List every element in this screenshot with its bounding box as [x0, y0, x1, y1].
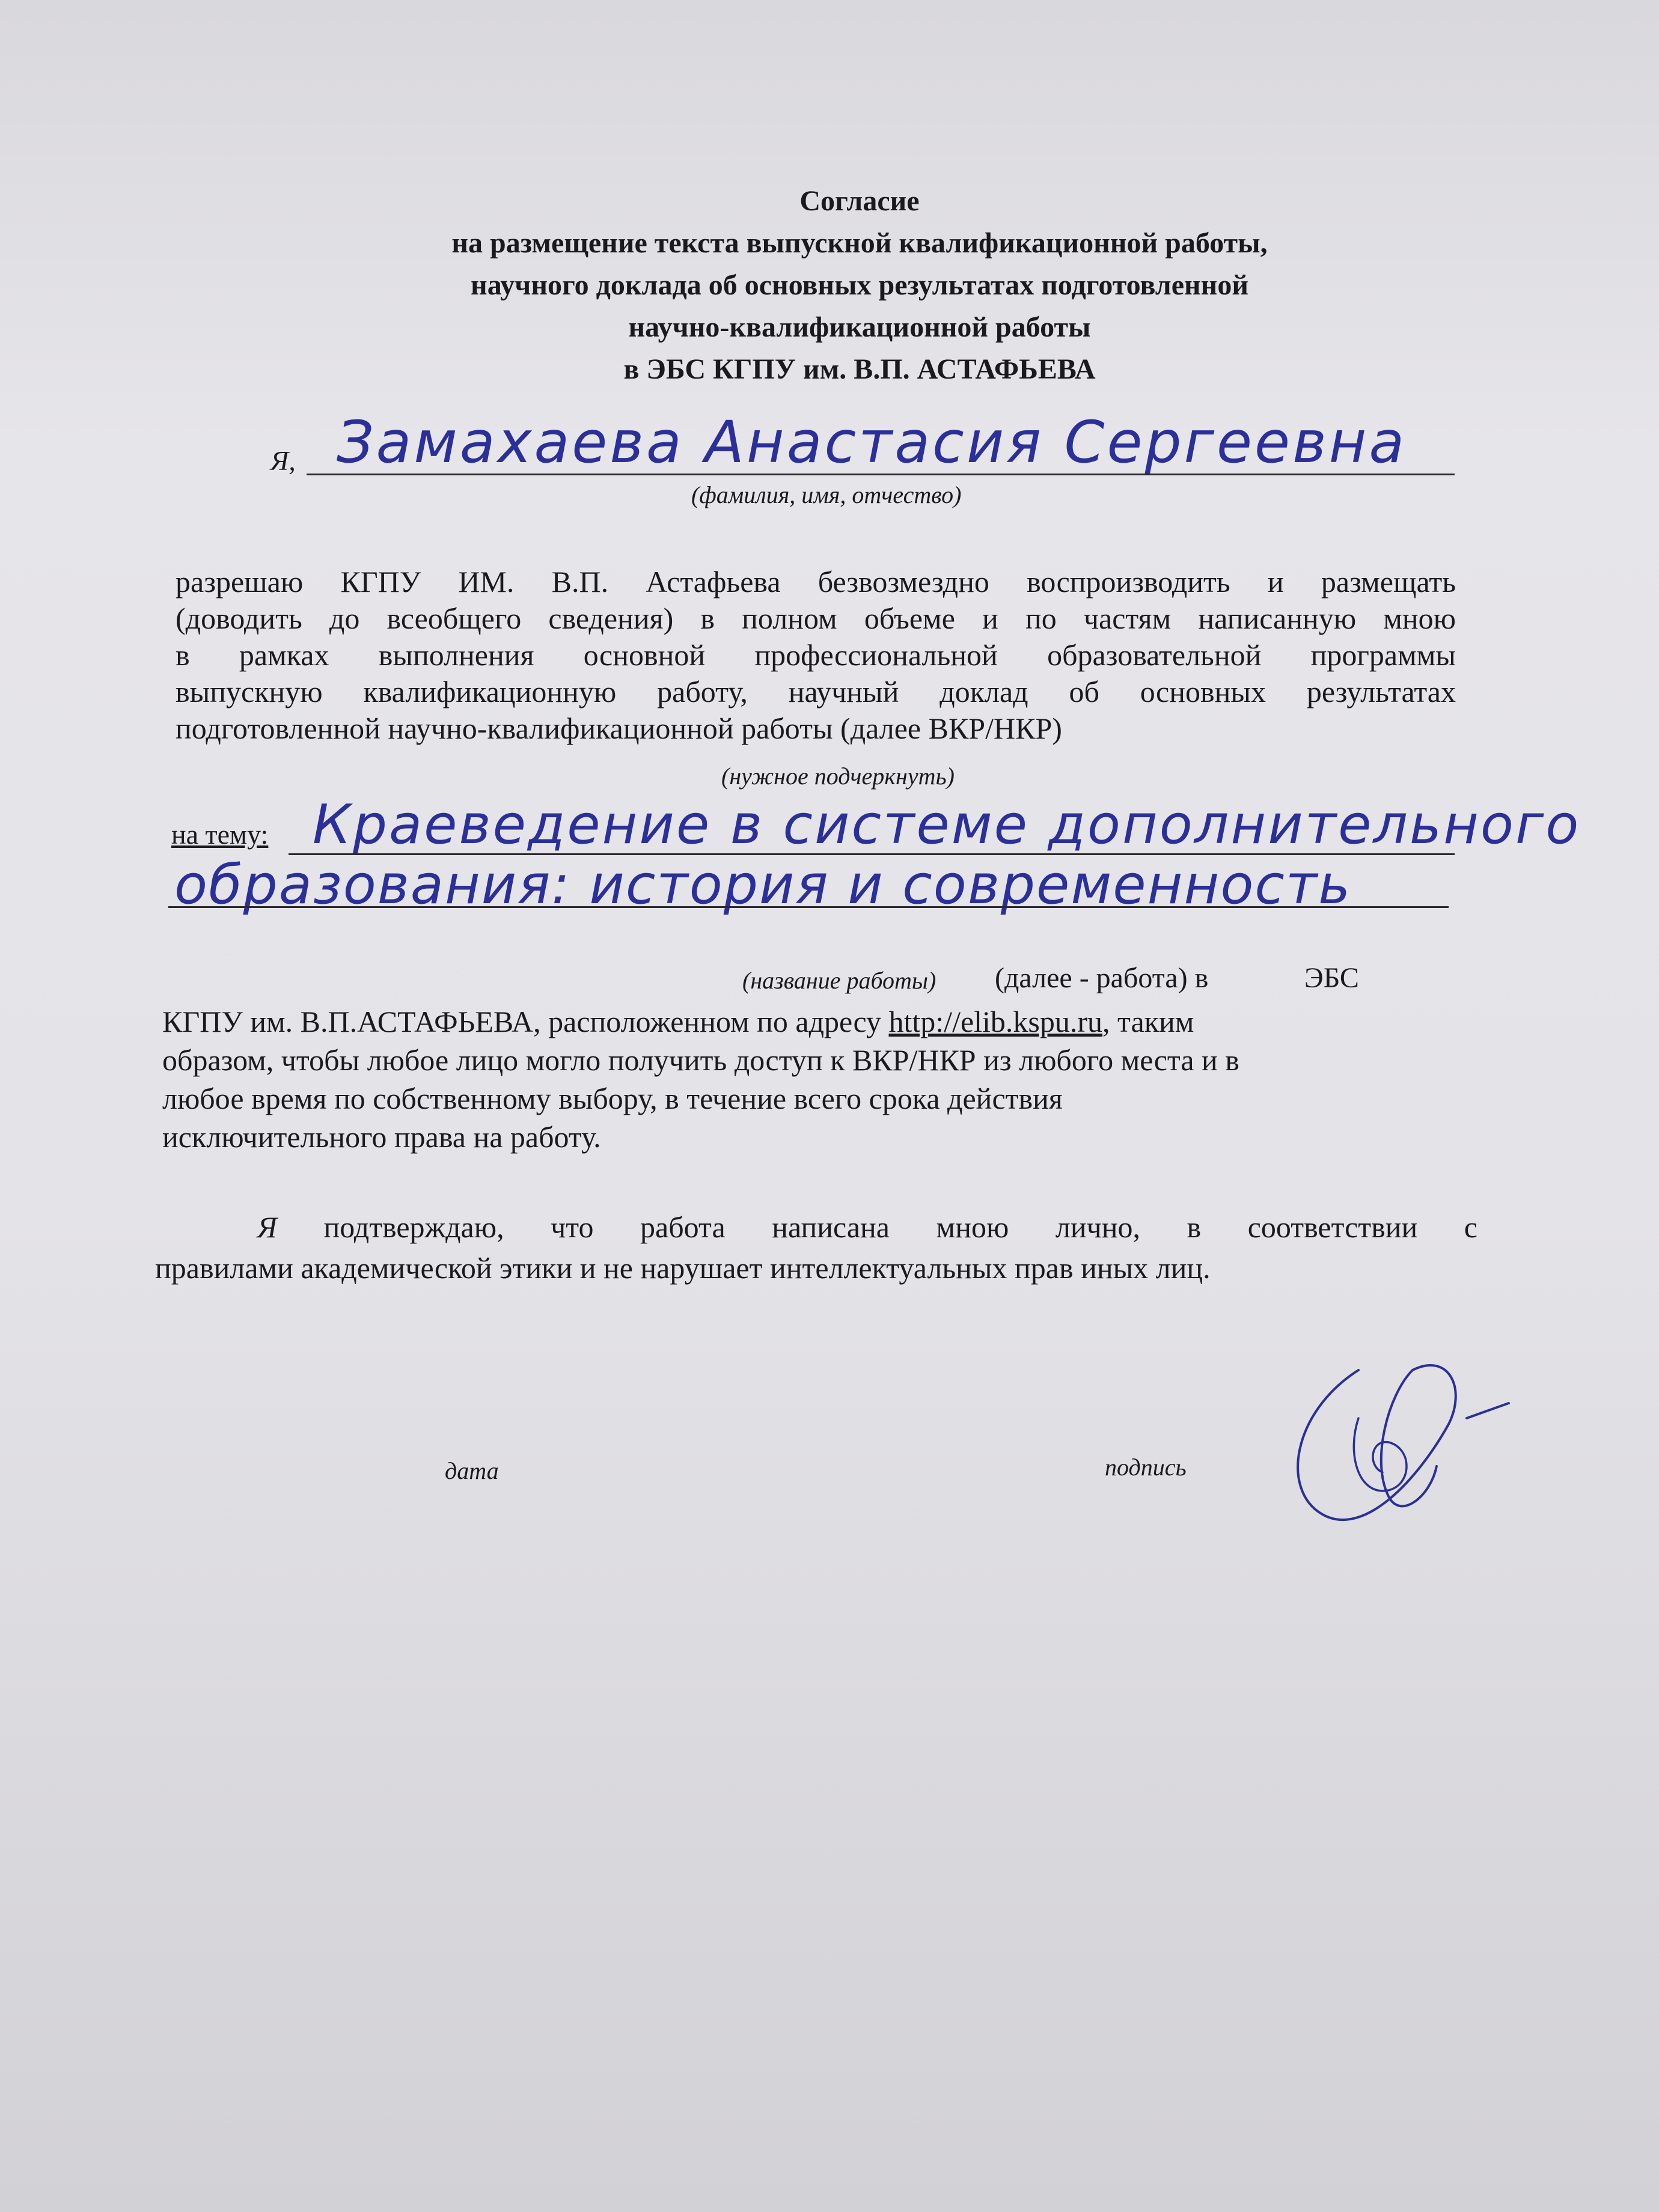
- date-label: дата: [445, 1457, 499, 1484]
- confirmation-line-2: правилами академической этики и не нарушает интеллектуальных прав иных лиц.: [155, 1251, 1211, 1285]
- location-line-4: исключительного права на работу.: [162, 1120, 601, 1154]
- underline-note-caption: (нужное подчеркнуть): [721, 763, 955, 790]
- heading-line-5: в ЭБС КГПУ им. В.П. АСТАФЬЕВА: [623, 353, 1096, 385]
- work-title-continuation: (далее - работа) в: [995, 962, 1209, 994]
- permission-line-5: подготовленной научно-квалификационной работы (далее ВКР/НКР): [176, 711, 1062, 745]
- name-underline: [307, 474, 1455, 475]
- handwritten-signature: [1268, 1346, 1521, 1538]
- heading-line-3: научного доклада об основных результатах подготовленной: [471, 269, 1248, 301]
- confirmation-line-1: Я подтверждаю, что работа написана мною лично, в соответствии с: [257, 1210, 1477, 1244]
- topic-label: на тему:: [171, 819, 269, 850]
- work-title-caption: (название работы): [742, 967, 936, 994]
- location-line-2: образом, чтобы любое лицо могло получить доступ к ВКР/НКР из любого места и в: [162, 1043, 1239, 1077]
- permission-line-1: разрешаю КГПУ ИМ. В.П. Астафьева безвозмездно воспроизводить и размещать: [176, 565, 1456, 599]
- location-line-1: КГПУ им. В.П.АСТАФЬЕВА, расположенном по адресу http://elib.kspu.ru, таким: [162, 1005, 1194, 1038]
- signature-label: подпись: [1105, 1454, 1187, 1481]
- handwritten-full-name: Замахаева Анастасия Сергеевна: [337, 409, 1407, 476]
- elib-link[interactable]: http://elib.kspu.ru: [888, 1005, 1103, 1038]
- heading-line-4: научно-квалификационной работы: [628, 311, 1091, 343]
- name-caption: (фамилия, имя, отчество): [691, 481, 962, 508]
- permission-line-2: (доводить до всеобщего сведения) в полном объеме и по частям написанную мною: [176, 602, 1456, 635]
- heading-title: Согласие: [799, 185, 920, 217]
- confirmation-paragraph: [155, 1207, 1477, 1288]
- permission-line-3: в рамках выполнения основной профессиональной образовательной программы: [176, 638, 1456, 672]
- handwritten-topic-line-1: Краеведение в системе дополнительного: [313, 793, 1581, 856]
- ebs-label: ЭБС: [1304, 962, 1359, 994]
- form-heading: [301, 180, 1419, 391]
- heading-line-2: на размещение текста выпускной квалификационной работы,: [451, 227, 1268, 259]
- topic-underline-2: [168, 906, 1449, 908]
- permission-paragraph: [176, 564, 1456, 747]
- permission-line-4: выпускную квалификационную работу, научный доклад об основных результатах: [176, 675, 1456, 708]
- name-prefix: Я,: [270, 445, 296, 476]
- location-line-3: любое время по собственному выбору, в течение всего срока действия: [162, 1082, 1063, 1115]
- location-paragraph: [162, 1002, 1473, 1156]
- handwritten-topic-line-2: образования: история и современность: [174, 853, 1352, 916]
